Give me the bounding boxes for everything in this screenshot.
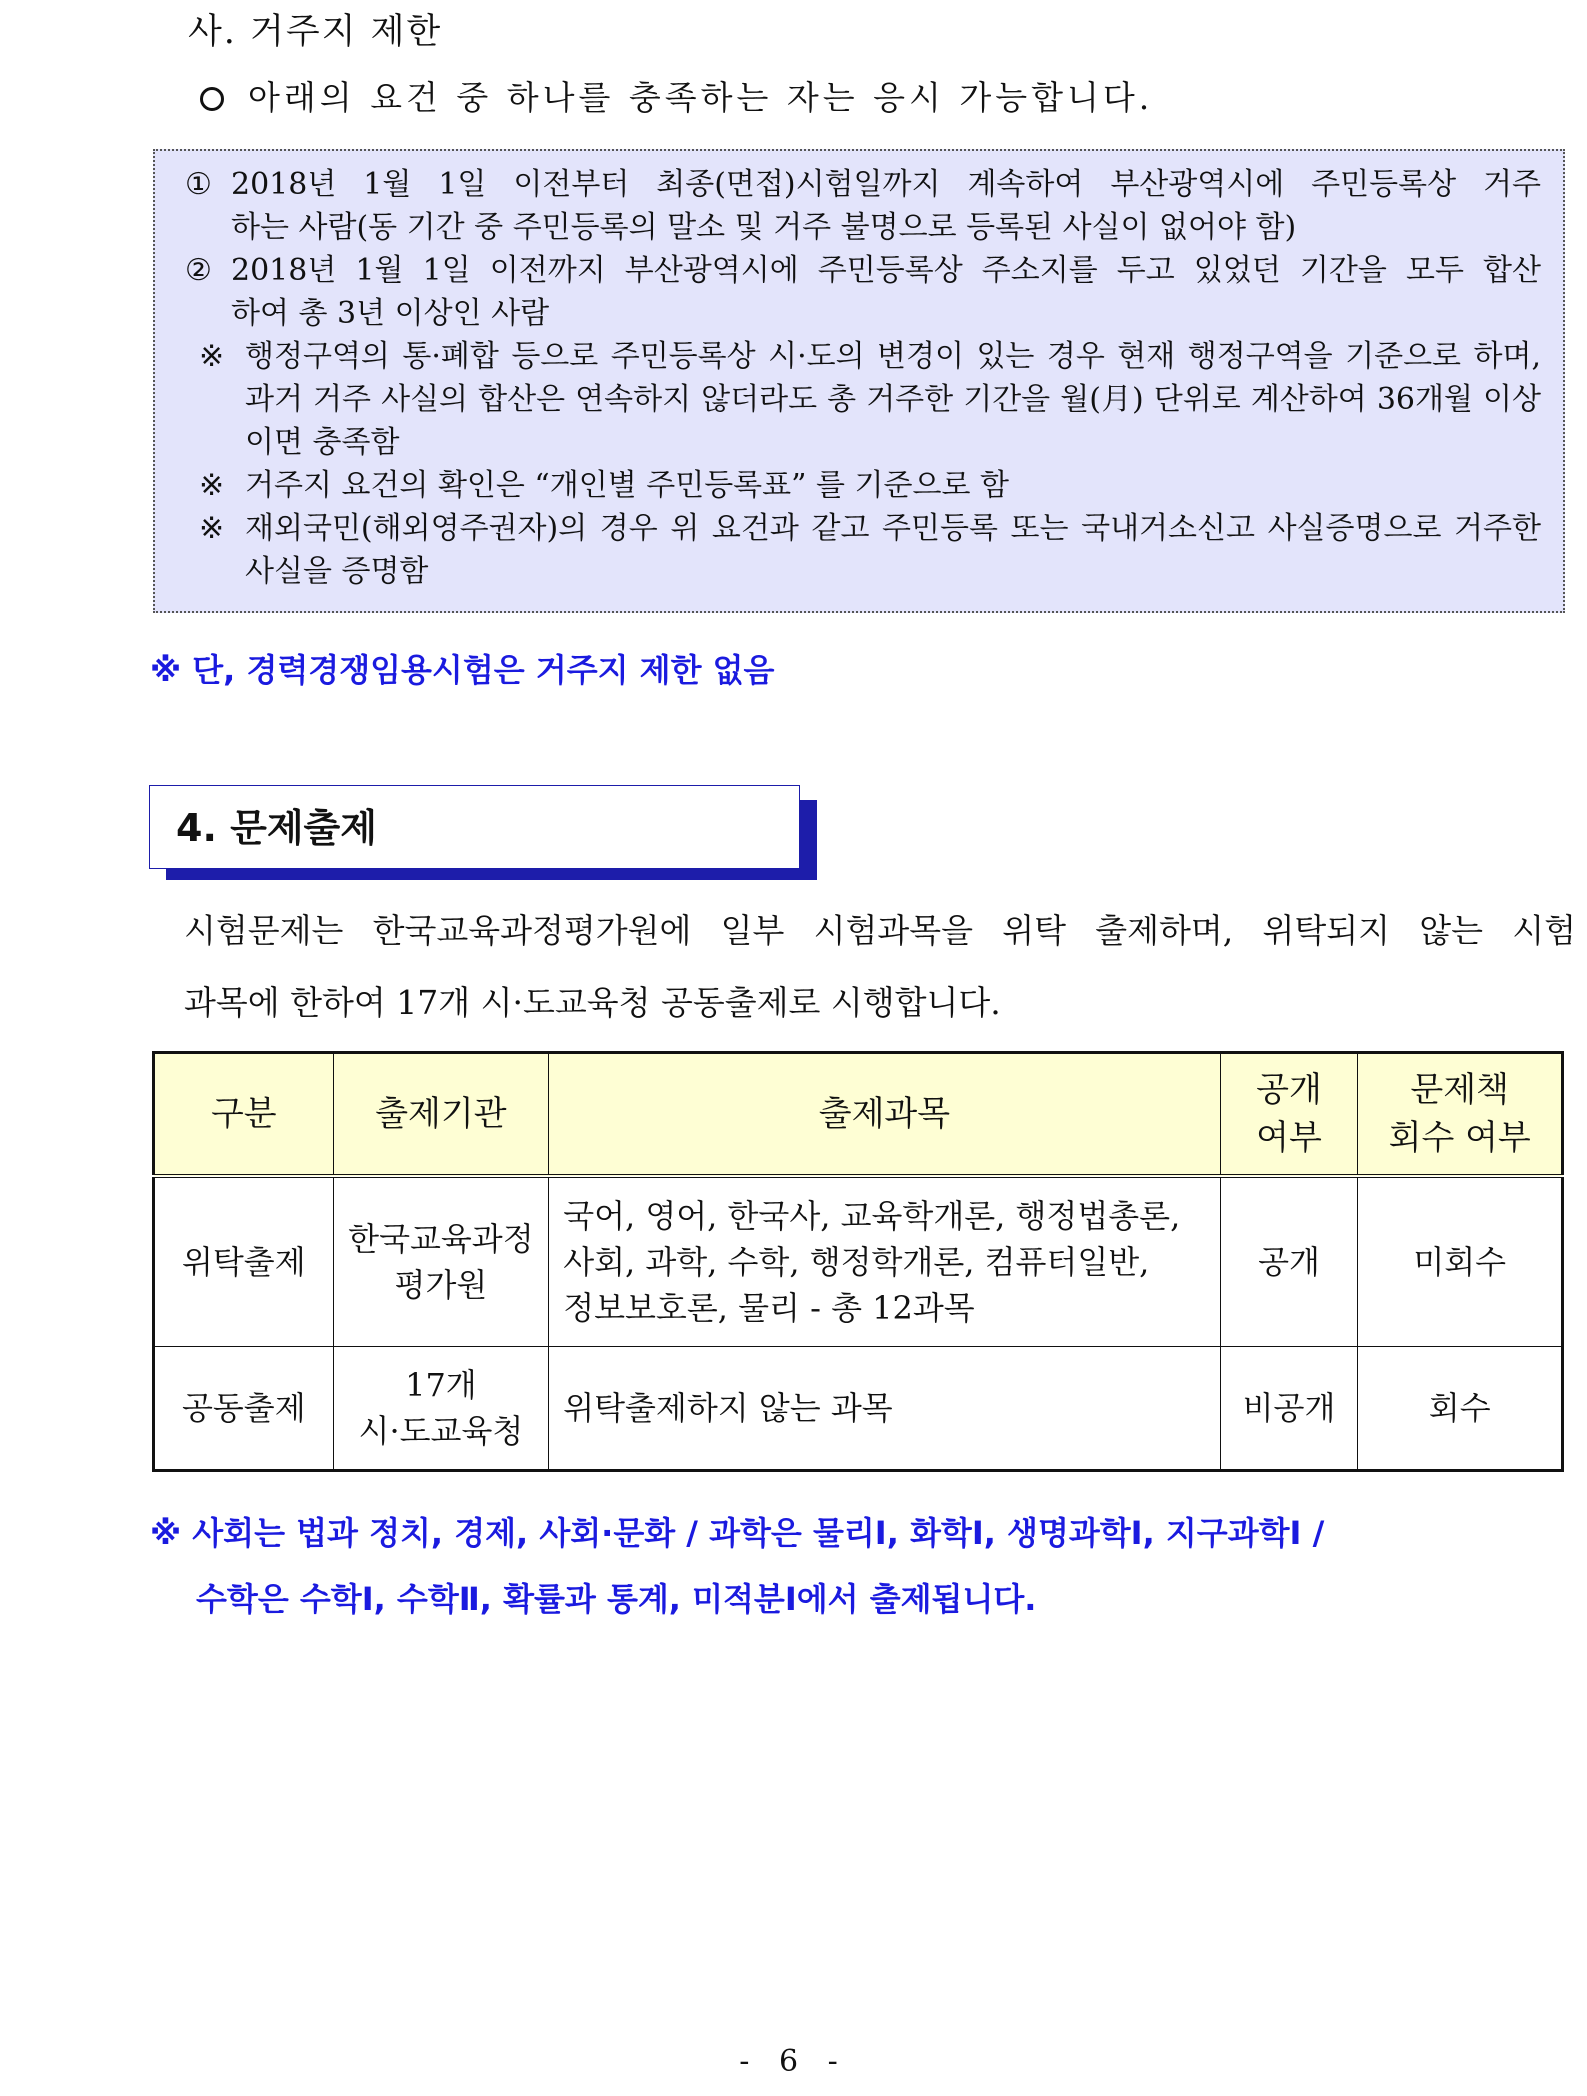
table-row	[154, 1347, 1563, 1471]
table-row	[154, 1176, 1563, 1347]
header-type: 구분	[154, 1053, 334, 1177]
section-title: 사. 거주지 제한	[188, 12, 443, 52]
circle-bullet-icon	[200, 87, 224, 111]
header-agency: 출제기관	[333, 1053, 549, 1177]
note-3-line2: 사실을 증명함	[245, 554, 429, 589]
cell-collect: 회수	[1358, 1347, 1563, 1471]
cell-collect: 미회수	[1358, 1176, 1563, 1347]
note-1-line1: ※ 행정구역의 통·폐합 등으로 주민등록상 시·도의 변경이 있는 경우 현재 행정구역을 기준으로 하며,	[199, 339, 1541, 374]
requirement-2-line2: 하여 총 3년 이상인 사람	[231, 296, 550, 331]
requirement-1-line2: 하는 사람(동 기간 중 주민등록의 말소 및 거주 불명으로 등록된 사실이 없어야 함)	[231, 210, 1297, 245]
requirements-box	[153, 149, 1565, 613]
footnote-line1: ※ 사회는 법과 정치, 경제, 사회·문화 / 과학은 물리Ⅰ, 화학Ⅰ, 생명과학Ⅰ, 지구과학Ⅰ /	[150, 1514, 1325, 1552]
section-4-heading: 4. 문제출제	[149, 785, 800, 869]
cell-agency: 한국교육과정 평가원	[333, 1176, 549, 1347]
cell-type: 위탁출제	[154, 1176, 334, 1347]
note-1-line2: 과거 거주 사실의 합산은 연속하지 않더라도 총 거주한 기간을 월(月) 단위로 계산하여 36개월 이상	[245, 382, 1541, 417]
residence-exception-notice: ※ 단, 경력경쟁임용시험은 거주지 제한 없음	[150, 651, 775, 689]
page-number: - 6 -	[739, 2044, 848, 2079]
section-4-paragraph-line2: 과목에 한하여 17개 시·도교육청 공동출제로 시행합니다.	[184, 983, 1001, 1022]
section-4-paragraph-line1: 시험문제는 한국교육과정평가원에 일부 시험과목을 위탁 출제하며, 위탁되지 않는 시험	[184, 911, 1576, 950]
requirement-1-line1: ① 2018년 1월 1일 이전부터 최종(면접)시험일까지 계속하여 부산광역시에 주민등록상 거주	[185, 167, 1541, 202]
cell-subjects: 국어, 영어, 한국사, 교육학개론, 행정법총론, 사회, 과학, 수학, 행정학개론, 컴퓨터일반, 정보보호론, 물리 - 총 12과목	[549, 1176, 1220, 1347]
cell-agency: 17개 시·도교육청	[333, 1347, 549, 1471]
header-subjects: 출제과목	[549, 1053, 1220, 1177]
note-2: ※ 거주지 요건의 확인은 “개인별 주민등록표” 를 기준으로 함	[199, 468, 1009, 503]
cell-public: 공개	[1220, 1176, 1358, 1347]
exam-setting-table	[152, 1051, 1564, 1472]
requirement-2-line1: ② 2018년 1월 1일 이전까지 부산광역시에 주민등록상 주소지를 두고 있었던 기간을 모두 합산	[185, 253, 1541, 288]
cell-subjects: 위탁출제하지 않는 과목	[549, 1347, 1220, 1471]
table-header-row	[154, 1053, 1563, 1177]
cell-type: 공동출제	[154, 1347, 334, 1471]
header-collect: 문제책 회수 여부	[1358, 1053, 1563, 1177]
cell-public: 비공개	[1220, 1347, 1358, 1471]
intro-text: 아래의 요건 중 하나를 충족하는 자는 응시 가능합니다.	[248, 78, 1154, 117]
note-1-line3: 이면 충족함	[245, 425, 400, 460]
footnote-line2: 수학은 수학Ⅰ, 수학Ⅱ, 확률과 통계, 미적분Ⅰ에서 출제됩니다.	[196, 1580, 1037, 1618]
header-public: 공개 여부	[1220, 1053, 1358, 1177]
note-3-line1: ※ 재외국민(해외영주권자)의 경우 위 요건과 같고 주민등록 또는 국내거소신고 사실증명으로 거주한	[199, 511, 1541, 546]
subject-footnote	[150, 1500, 1324, 1632]
section-intro	[200, 72, 1153, 119]
